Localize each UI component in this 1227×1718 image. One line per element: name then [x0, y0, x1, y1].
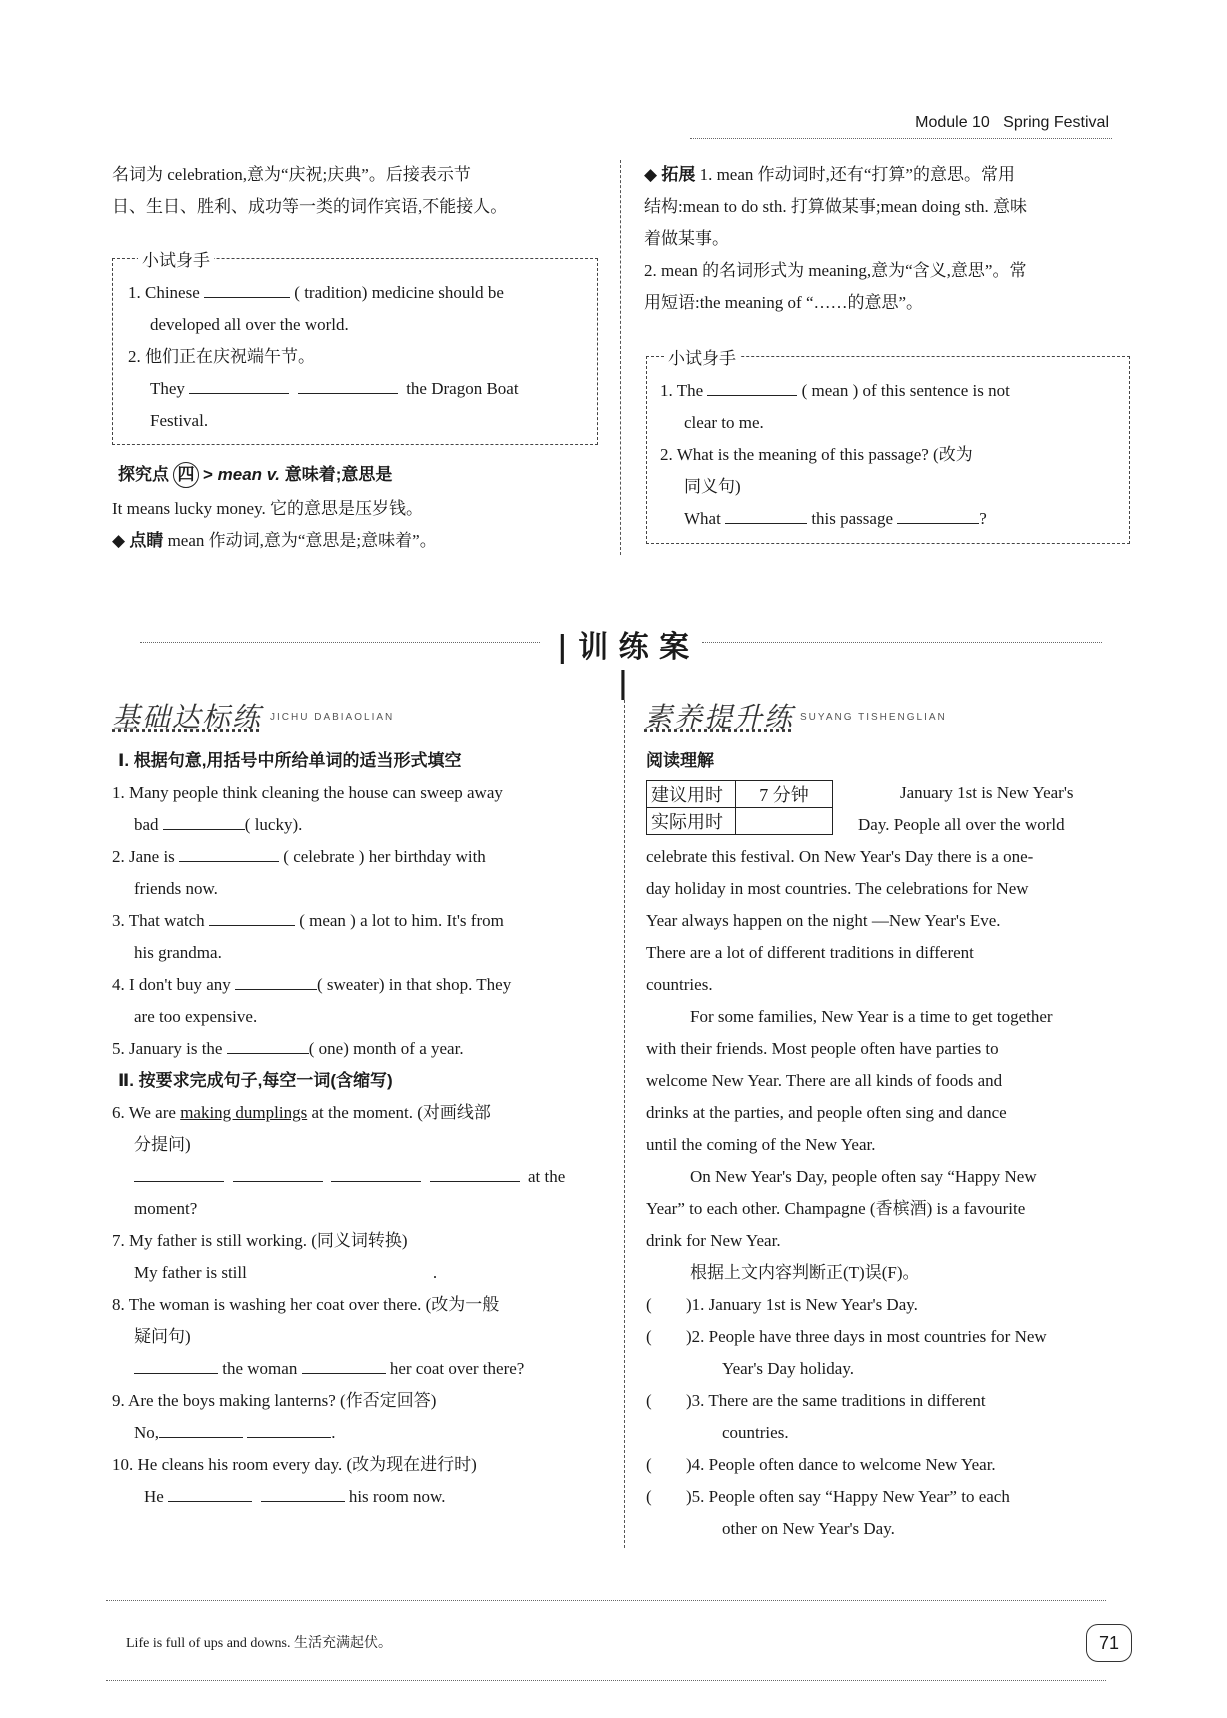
instruction-line: 根据上文内容判断正(T)误(F)。: [690, 1263, 920, 1282]
section-title-advanced: 素养提升练: [644, 701, 795, 734]
tf-item: ( )4. People often dance to welcome New Year.: [646, 1455, 996, 1474]
exercise-line: They the Dragon Boat: [150, 374, 519, 404]
page-number: 71: [1086, 1624, 1132, 1662]
exercise-line: bad ( lucky).: [134, 810, 302, 840]
passage-line: Year always happen on the night —New Year's Eve.: [646, 911, 1001, 930]
text-line: 着做某事。: [644, 229, 729, 248]
passage-line: January 1st is New Year's: [900, 783, 1074, 802]
footer-rule-bottom: [106, 1680, 1106, 1681]
text-line: 日、生日、胜利、成功等一类的词作宾语,不能接人。: [112, 197, 508, 216]
part-heading: Ⅰ. 根据句意,用括号中所给单词的适当形式填空: [118, 751, 462, 770]
explore-number: 四: [173, 462, 199, 488]
tf-item-cont: countries.: [722, 1423, 789, 1442]
passage-line: celebrate this festival. On New Year's Day there is a one-: [646, 847, 1034, 866]
exercise-line: 1. The ( mean ) of this sentence is not: [660, 376, 1010, 406]
passage-line: For some families, New Year is a time to get together: [690, 1007, 1053, 1026]
banner-rule-left: [140, 642, 540, 643]
time-label: 实际用时: [647, 808, 736, 835]
exercise-line: 疑问句): [134, 1327, 191, 1346]
exercise-line: clear to me.: [684, 413, 764, 432]
passage-line: welcome New Year. There are all kinds of foods and: [646, 1071, 1003, 1090]
exercise-line: 5. January is the ( one) month of a year.: [112, 1034, 464, 1064]
exercise-line: 6. We are making dumplings at the moment. (对画线部: [112, 1103, 491, 1122]
exercise-line: 9. Are the boys making lanterns? (作否定回答): [112, 1391, 437, 1410]
passage-line: drink for New Year.: [646, 1231, 781, 1250]
example-line: It means lucky money. 它的意思是压岁钱。: [112, 499, 423, 518]
exercise-line: are too expensive.: [134, 1007, 258, 1026]
exercise-line: moment?: [134, 1199, 198, 1218]
part-heading: Ⅱ. 按要求完成句子,每空一词(含缩写): [118, 1071, 393, 1090]
banner-title: | 训 练 案 |: [556, 630, 690, 701]
section-subtitle-basic: JICHU DABIAOLIAN: [270, 712, 395, 723]
section-title-basic: 基础达标练: [112, 701, 263, 734]
tf-item: ( )1. January 1st is New Year's Day.: [646, 1295, 918, 1314]
running-header: [915, 114, 1109, 132]
text-line: 用短语:the meaning of “……的意思”。: [644, 293, 924, 312]
passage-line: There are a lot of different traditions in different: [646, 943, 974, 962]
text-line: 2. mean 的名词形式为 meaning,意为“含义,意思”。常: [644, 261, 1027, 280]
time-label: 建议用时: [647, 781, 736, 808]
diamond-icon: ◆: [644, 165, 658, 184]
tf-item-cont: Year's Day holiday.: [722, 1359, 854, 1378]
exercise-line: 8. The woman is washing her coat over there. (改为一般: [112, 1295, 500, 1314]
exercise-line: friends now.: [134, 879, 218, 898]
exercise-line: 2. 他们正在庆祝端午节。: [128, 347, 315, 366]
exercise-line: My father is still .: [134, 1263, 438, 1282]
exercise-line: 同义句): [684, 477, 741, 496]
passage-line: Year” to each other. Champagne (香槟酒) is a favourite: [646, 1199, 1026, 1218]
module-label: Module 10: [915, 114, 990, 131]
time-value: [736, 808, 833, 835]
try-box-title: 小试身手: [664, 344, 740, 369]
exercise-line: 10. He cleans his room every day. (改为现在进行时): [112, 1455, 477, 1474]
topic-label: Spring Festival: [1003, 114, 1109, 131]
text-line: 结构:mean to do sth. 打算做某事;mean doing sth. 意味: [644, 197, 1027, 216]
diamond-icon: ◆: [112, 531, 126, 550]
passage-line: with their friends. Most people often have parties to: [646, 1039, 999, 1058]
exercise-line: He his room now.: [144, 1482, 445, 1512]
exercise-line: 4. I don't buy any ( sweater) in that shop. They: [112, 970, 511, 1000]
reading-heading: 阅读理解: [646, 751, 714, 770]
passage-line: countries.: [646, 975, 713, 994]
exercise-line: 1. Chinese ( tradition) medicine should be: [128, 278, 504, 308]
passage-line: Day. People all over the world: [858, 815, 1065, 834]
exercise-line: developed all over the world.: [150, 315, 349, 334]
footer-motto: Life is full of ups and downs. 生活充满起伏。: [126, 1636, 392, 1651]
exercise-line: his grandma.: [134, 943, 222, 962]
time-value: 7 分钟: [736, 781, 833, 808]
exercise-line: 7. My father is still working. (同义词转换): [112, 1231, 408, 1250]
header-rule: [690, 138, 1112, 139]
exercise-line: the woman her coat over there?: [134, 1354, 524, 1384]
column-divider-bottom: [624, 700, 625, 1548]
exercise-line: 2. What is the meaning of this passage? (改为: [660, 445, 973, 464]
exercise-line: 分提问): [134, 1135, 191, 1154]
exercise-line: What this passage ?: [684, 504, 987, 534]
text-line: 名词为 celebration,意为“庆祝;庆典”。后接表示节: [112, 165, 471, 184]
exercise-line: at the: [134, 1162, 565, 1192]
exercise-line: No, .: [134, 1418, 336, 1448]
tf-item: ( )2. People have three days in most countries for New: [646, 1327, 1047, 1346]
tf-item: ( )5. People often say “Happy New Year” to each: [646, 1487, 1010, 1506]
banner-rule-right: [702, 642, 1102, 643]
footer-rule-top: [106, 1600, 1106, 1601]
tf-item-cont: other on New Year's Day.: [722, 1519, 895, 1538]
passage-line: drinks at the parties, and people often sing and dance: [646, 1103, 1007, 1122]
exercise-line: Festival.: [150, 411, 209, 430]
tf-item: ( )3. There are the same traditions in different: [646, 1391, 986, 1410]
passage-line: On New Year's Day, people often say “Happy New: [690, 1167, 1037, 1186]
extension-line: ◆ 拓展 1. mean 作动词时,还有“打算”的意思。常用: [644, 165, 1015, 184]
exercise-line: 1. Many people think cleaning the house can sweep away: [112, 783, 503, 802]
passage-line: until the coming of the New Year.: [646, 1135, 876, 1154]
try-box-title: 小试身手: [138, 246, 214, 271]
passage-line: day holiday in most countries. The celebrations for New: [646, 879, 1029, 898]
time-table: [646, 780, 833, 835]
column-divider-top: [620, 160, 621, 555]
explore-heading: 探究点 四 > mean v. 意味着;意思是: [118, 460, 392, 490]
exercise-line: 2. Jane is ( celebrate ) her birthday with: [112, 842, 486, 872]
tip-line: ◆ 点睛 mean 作动词,意为“意思是;意味着”。: [112, 531, 437, 550]
section-subtitle-advanced: SUYANG TISHENGLIAN: [800, 712, 947, 723]
exercise-line: 3. That watch ( mean ) a lot to him. It's from: [112, 906, 504, 936]
